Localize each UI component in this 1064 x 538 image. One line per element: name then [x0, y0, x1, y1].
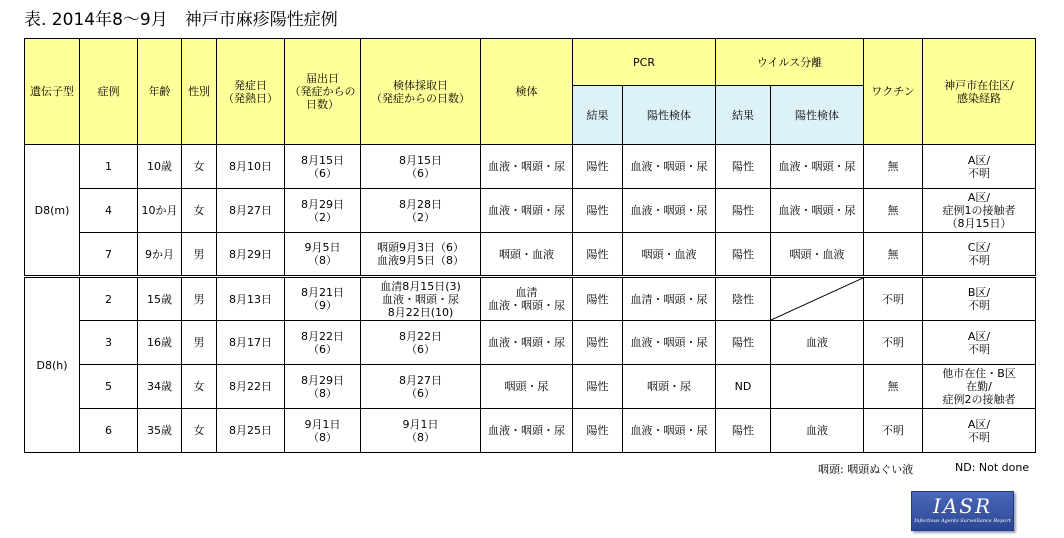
text-line: 8月29日	[301, 197, 344, 211]
text-line: 不明	[968, 299, 990, 312]
not-applicable-slash	[771, 278, 863, 320]
text-line: 不明	[968, 430, 990, 444]
onset-cell: 8月22日	[217, 365, 285, 409]
report-cell	[285, 145, 361, 189]
pcr-specimen-cell: 血液・咽頭・尿	[623, 145, 716, 189]
vaccine-cell: 無	[864, 233, 923, 277]
case-cell: 4	[80, 189, 138, 233]
residence-cell	[923, 145, 1036, 189]
text-line: 血液・咽頭・尿	[488, 160, 565, 173]
text-line: （8）	[308, 386, 337, 400]
header-genotype: 遺伝子型	[25, 39, 80, 145]
case-cell: 7	[80, 233, 138, 277]
text-line: （8）	[406, 430, 435, 444]
genotype-cell: D8(h)	[25, 277, 80, 453]
text-line: 8月22日(10)	[387, 305, 454, 319]
table-title: 表. 2014年8～9月 神戸市麻疹陽性症例	[24, 10, 338, 30]
case-cell: 6	[80, 409, 138, 453]
text-line: （9）	[308, 299, 337, 312]
vaccine-cell: 無	[864, 365, 923, 409]
specimen-cell	[481, 365, 573, 409]
sex-cell: 女	[182, 145, 217, 189]
residence-cell	[923, 233, 1036, 277]
text-line: A区/	[967, 417, 991, 431]
text-line: B区/	[967, 286, 991, 299]
text-line: （2）	[406, 210, 435, 224]
table-row	[25, 233, 1036, 277]
sex-cell: 女	[182, 189, 217, 233]
header-case: 症例	[80, 39, 138, 145]
sampling-cell	[361, 365, 481, 409]
age-cell: 35歳	[138, 409, 182, 453]
text-line: （6）	[406, 342, 435, 356]
virus-specimen-cell: 咽頭・血液	[771, 233, 864, 277]
pcr-result-cell: 陽性	[573, 365, 623, 409]
pcr-result-cell: 陽性	[573, 409, 623, 453]
virus-specimen-cell	[771, 277, 864, 321]
case-cell: 5	[80, 365, 138, 409]
text-line: （発熱日）	[223, 91, 278, 105]
text-line: 届出日	[306, 72, 339, 85]
text-line: （8）	[308, 254, 337, 267]
pcr-specimen-cell: 咽頭・血液	[623, 233, 716, 277]
header-report	[285, 39, 361, 145]
logo-subtitle: Infectious Agents Surveillance Report	[914, 518, 1011, 524]
report-cell	[285, 365, 361, 409]
text-line: 9月5日	[304, 241, 341, 254]
residence-cell	[923, 189, 1036, 233]
table-body	[25, 145, 1036, 453]
text-line: 9月1日	[304, 417, 341, 431]
text-line: 症例1の接触者	[942, 204, 1016, 217]
measles-case-table	[24, 38, 1036, 453]
table-row	[25, 277, 1036, 321]
text-line: （8月15日）	[946, 217, 1012, 230]
text-line: 症例2の接触者	[942, 393, 1016, 406]
case-cell: 3	[80, 321, 138, 365]
onset-cell: 8月17日	[217, 321, 285, 365]
age-cell: 34歳	[138, 365, 182, 409]
text-line: A区/	[967, 191, 991, 204]
specimen-cell	[481, 233, 573, 277]
pcr-result-cell: 陽性	[573, 321, 623, 365]
virus-specimen-cell	[771, 365, 864, 409]
text-line: 発症日	[234, 78, 267, 92]
sex-cell: 男	[182, 277, 217, 321]
report-cell	[285, 321, 361, 365]
residence-cell	[923, 409, 1036, 453]
table-row	[25, 409, 1036, 453]
text-line: 8月21日	[301, 286, 344, 299]
genotype-cell: D8(m)	[25, 145, 80, 277]
onset-cell: 8月27日	[217, 189, 285, 233]
onset-cell: 8月29日	[217, 233, 285, 277]
header-sex: 性別	[182, 39, 217, 145]
text-line: 血液・咽頭・尿	[488, 424, 565, 437]
vaccine-cell: 不明	[864, 409, 923, 453]
virus-result-cell: 陽性	[716, 233, 771, 277]
text-line: C区/	[967, 241, 991, 254]
text-line: 8月22日	[399, 329, 442, 343]
text-line: 日数）	[306, 98, 339, 111]
text-line: 感染経路	[957, 91, 1001, 105]
text-line: A区/	[967, 153, 991, 167]
text-line: 咽頭9月3日（6）	[377, 241, 464, 254]
age-cell: 10歳	[138, 145, 182, 189]
sampling-cell	[361, 409, 481, 453]
text-line: 他市在住・B区	[942, 367, 1016, 380]
virus-specimen-cell: 血液・咽頭・尿	[771, 189, 864, 233]
header-specimen: 検体	[481, 39, 573, 145]
header-pcr: PCR	[573, 39, 716, 86]
specimen-cell	[481, 145, 573, 189]
pcr-specimen-cell: 血液・咽頭・尿	[623, 321, 716, 365]
pcr-result-cell: 陽性	[573, 233, 623, 277]
text-line: （発症からの	[289, 85, 356, 98]
text-line: 8月29日	[301, 373, 344, 387]
virus-result-cell: 陽性	[716, 189, 771, 233]
text-line: 血液・咽頭・尿	[488, 204, 565, 217]
sampling-cell	[361, 277, 481, 321]
text-line: （6）	[406, 166, 435, 180]
text-line: （発症からの日数）	[371, 91, 470, 105]
logo-text: IASR	[932, 494, 993, 518]
onset-cell: 8月13日	[217, 277, 285, 321]
header-residence	[923, 39, 1036, 145]
text-line: 在勤/	[966, 380, 992, 393]
text-line: 8月27日	[399, 373, 442, 387]
header-sampling	[361, 39, 481, 145]
case-cell: 1	[80, 145, 138, 189]
sex-cell: 女	[182, 409, 217, 453]
text-line: 検体採取日	[393, 78, 448, 92]
report-cell	[285, 189, 361, 233]
text-line: 咽頭・血液	[499, 247, 554, 261]
vaccine-cell: 無	[864, 145, 923, 189]
onset-cell: 8月10日	[217, 145, 285, 189]
text-line: 血液・咽頭・尿	[488, 336, 565, 349]
pcr-result-cell: 陽性	[573, 145, 623, 189]
sampling-cell	[361, 233, 481, 277]
residence-cell	[923, 321, 1036, 365]
header-pcr-positive-specimen: 陽性検体	[623, 86, 716, 145]
virus-result-cell: 陽性	[716, 409, 771, 453]
text-line: （8）	[308, 430, 337, 444]
onset-cell: 8月25日	[217, 409, 285, 453]
report-cell	[285, 277, 361, 321]
specimen-cell	[481, 321, 573, 365]
text-line: A区/	[967, 329, 991, 343]
text-line: （6）	[406, 386, 435, 400]
residence-cell	[923, 277, 1036, 321]
sex-cell: 女	[182, 365, 217, 409]
residence-cell	[923, 365, 1036, 409]
text-line: 不明	[968, 342, 990, 356]
pcr-result-cell: 陽性	[573, 189, 623, 233]
sampling-cell	[361, 189, 481, 233]
table-row	[25, 145, 1036, 189]
virus-result-cell: 陰性	[716, 277, 771, 321]
header-vaccine: ワクチン	[864, 39, 923, 145]
text-line: 不明	[968, 166, 990, 180]
sampling-cell	[361, 321, 481, 365]
header-onset	[217, 39, 285, 145]
text-line: 神戸市在住区/	[944, 78, 1014, 92]
report-cell	[285, 409, 361, 453]
text-line: 咽頭・尿	[504, 380, 549, 393]
text-line: 8月28日	[399, 197, 442, 211]
header-pcr-result: 結果	[573, 86, 623, 145]
header-virus-isolation: ウイルス分離	[716, 39, 864, 86]
text-line: 血清	[515, 286, 538, 299]
pcr-specimen-cell: 咽頭・尿	[623, 365, 716, 409]
header-virus-result: 結果	[716, 86, 771, 145]
report-cell	[285, 233, 361, 277]
virus-specimen-cell: 血液	[771, 409, 864, 453]
case-cell: 2	[80, 277, 138, 321]
sex-cell: 男	[182, 233, 217, 277]
text-line: （6）	[308, 166, 337, 180]
virus-specimen-cell: 血液	[771, 321, 864, 365]
specimen-cell	[481, 189, 573, 233]
age-cell: 9か月	[138, 233, 182, 277]
header-age: 年齢	[138, 39, 182, 145]
text-line: 血液・咽頭・尿	[382, 292, 459, 306]
pcr-specimen-cell: 血液・咽頭・尿	[623, 409, 716, 453]
virus-result-cell: ND	[716, 365, 771, 409]
text-line: 不明	[968, 254, 990, 267]
vaccine-cell: 無	[864, 189, 923, 233]
table-row	[25, 365, 1036, 409]
sex-cell: 男	[182, 321, 217, 365]
specimen-cell	[481, 409, 573, 453]
text-line: 8月15日	[399, 153, 442, 167]
vaccine-cell: 不明	[864, 321, 923, 365]
text-line: 8月15日	[301, 153, 344, 167]
virus-result-cell: 陽性	[716, 321, 771, 365]
text-line: （2）	[308, 210, 337, 224]
table-row	[25, 189, 1036, 233]
header-virus-positive-specimen: 陽性検体	[771, 86, 864, 145]
text-line: 9月1日	[402, 417, 439, 431]
age-cell: 15歳	[138, 277, 182, 321]
virus-specimen-cell: 血液・咽頭・尿	[771, 145, 864, 189]
footnote-throat: 咽頭: 咽頭ぬぐい液	[818, 463, 914, 476]
text-line: 血液・咽頭・尿	[488, 299, 565, 312]
age-cell: 16歳	[138, 321, 182, 365]
iasr-logo	[911, 491, 1014, 531]
footnote-nd: ND: Not done	[955, 461, 1030, 474]
sampling-cell	[361, 145, 481, 189]
pcr-result-cell: 陽性	[573, 277, 623, 321]
pcr-specimen-cell: 血液・咽頭・尿	[623, 189, 716, 233]
text-line: 血清8月15日(3)	[380, 279, 461, 293]
text-line: 血液9月5日（8）	[377, 254, 464, 267]
age-cell: 10か月	[138, 189, 182, 233]
virus-result-cell: 陽性	[716, 145, 771, 189]
text-line: 8月22日	[301, 329, 344, 343]
vaccine-cell: 不明	[864, 277, 923, 321]
pcr-specimen-cell: 血清・咽頭・尿	[623, 277, 716, 321]
specimen-cell	[481, 277, 573, 321]
text-line: （6）	[308, 342, 337, 356]
table-row	[25, 321, 1036, 365]
